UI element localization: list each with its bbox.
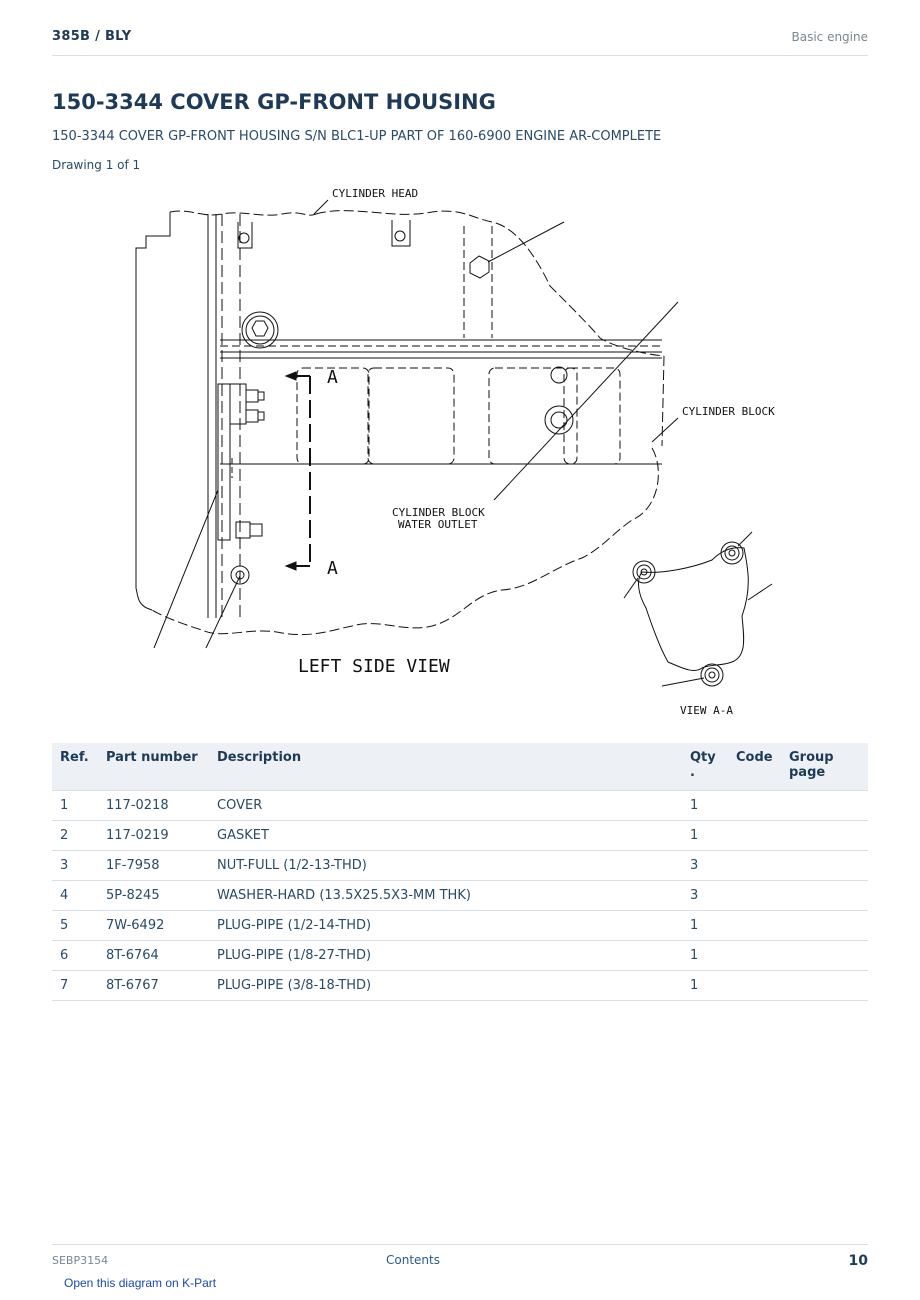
cell-ref: 2 [52,821,98,851]
table-row[interactable] [52,851,868,881]
cell-description: PLUG-PIPE (1/2-14-THD) [209,911,682,941]
cell-description: GASKET [209,821,682,851]
cell-code [728,851,781,881]
left-side-view-label: LEFT SIDE VIEW [298,656,450,677]
cell-part-number: 8T-6764 [98,941,209,971]
cell-qty: 3 [682,851,728,881]
table-row[interactable] [52,881,868,911]
header-ref: Ref. [52,743,98,791]
cell-group-page [781,821,868,851]
cell-code [728,971,781,1001]
plug-6-hex [470,256,489,278]
view-aa-cover [639,548,749,671]
page-footer [52,1244,868,1275]
cell-part-number: 7W-6492 [98,911,209,941]
cell-group-page [781,971,868,1001]
cell-qty: 1 [682,941,728,971]
cell-part-number: 117-0219 [98,821,209,851]
cell-code [728,941,781,971]
parts-diagram[interactable] [52,178,868,723]
table-row[interactable] [52,821,868,851]
cell-part-number: 8T-6767 [98,971,209,1001]
section-a-top-label: A [327,367,338,388]
cell-qty: 1 [682,791,728,821]
water-outlet-label-line1: CYLINDER BLOCK [392,506,485,519]
cell-ref: 3 [52,851,98,881]
cell-code [728,911,781,941]
page-title: 150-3344 COVER GP-FRONT HOUSING [52,90,496,114]
header-part-number: Part number [98,743,209,791]
page-subtitle: 150-3344 COVER GP-FRONT HOUSING S/N BLC1-UP PART OF 160-6900 ENGINE AR-COMPLETE [52,129,662,144]
cell-group-page [781,911,868,941]
cell-group-page [781,941,868,971]
cell-group-page [781,881,868,911]
bolt-boss [242,312,278,348]
section-name: Basic engine [791,30,868,44]
cell-group-page [781,791,868,821]
cell-group-page [781,851,868,881]
header-group-page: Group page [781,743,868,791]
cell-description: WASHER-HARD (13.5X25.5X3-MM THK) [209,881,682,911]
document-id: SEBP3154 [52,1254,109,1267]
header-code: Code [728,743,781,791]
cell-ref: 7 [52,971,98,1001]
engine-outline [170,211,316,215]
table-row[interactable] [52,971,868,1001]
table-row[interactable] [52,791,868,821]
cell-part-number: 117-0218 [98,791,209,821]
cell-description: NUT-FULL (1/2-13-THD) [209,851,682,881]
header-description: Description [209,743,682,791]
cell-part-number: 5P-8245 [98,881,209,911]
cell-qty: 1 [682,971,728,1001]
cell-qty: 3 [682,881,728,911]
cell-code [728,791,781,821]
drawing-counter: Drawing 1 of 1 [52,158,141,172]
cell-description: COVER [209,791,682,821]
cell-ref: 1 [52,791,98,821]
cell-code [728,881,781,911]
cell-description: PLUG-PIPE (1/8-27-THD) [209,941,682,971]
page-number: 10 [848,1253,868,1269]
cell-qty: 1 [682,821,728,851]
diagram-svg [52,178,868,723]
cell-code [728,821,781,851]
table-row[interactable] [52,941,868,971]
model-breadcrumb[interactable]: 385B / BLY [52,29,132,44]
contents-link[interactable]: Contents [386,1253,440,1267]
section-a-bottom-label: A [327,558,338,579]
header-qty: Qty . [682,743,728,791]
cell-ref: 5 [52,911,98,941]
cell-ref: 4 [52,881,98,911]
open-kpart-link[interactable]: Open this diagram on K-Part [64,1276,217,1290]
cell-part-number: 1F-7958 [98,851,209,881]
cylinder-block-label: CYLINDER BLOCK [682,405,775,418]
cell-qty: 1 [682,911,728,941]
cell-description: PLUG-PIPE (3/8-18-THD) [209,971,682,1001]
cell-ref: 6 [52,941,98,971]
view-aa-label: VIEW A-A [680,704,733,717]
cylinder-head-label: CYLINDER HEAD [332,187,419,200]
water-outlet-label-line2: WATER OUTLET [398,518,478,531]
page-header [52,28,868,56]
table-row[interactable] [52,911,868,941]
table-header-row [52,743,868,791]
parts-table [52,743,868,1001]
